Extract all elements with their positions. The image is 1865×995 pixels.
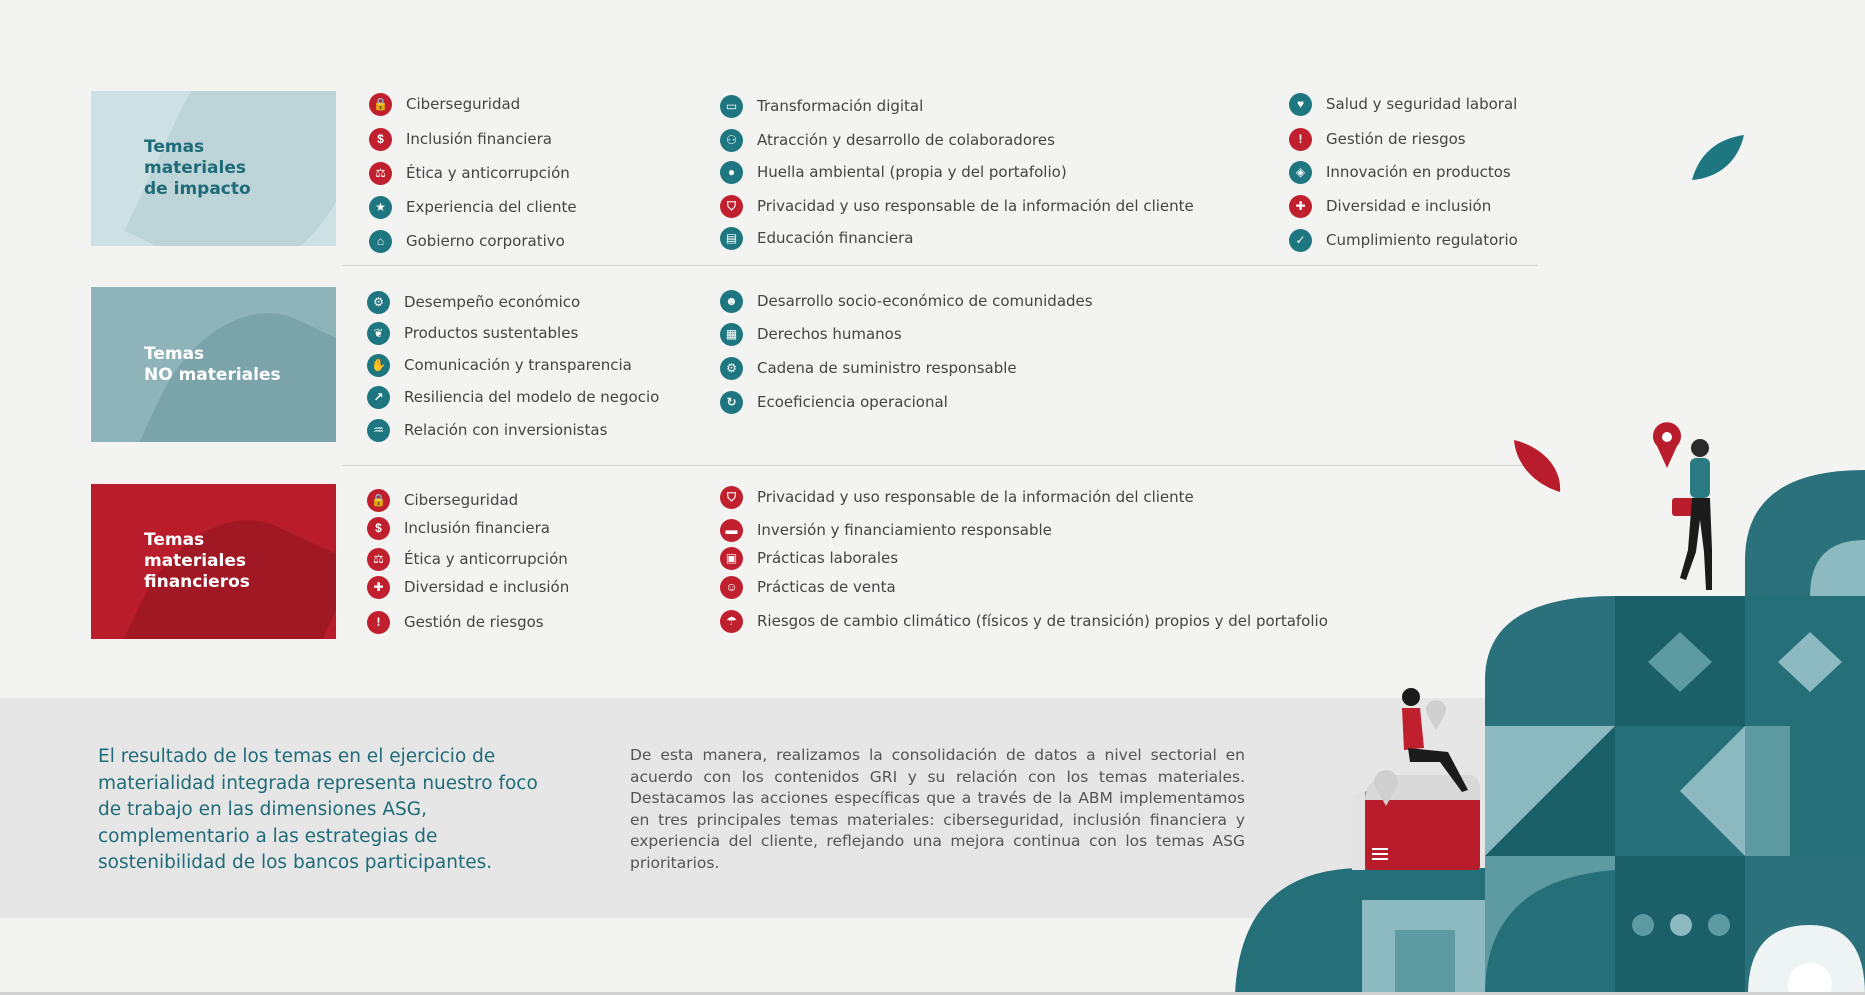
lock-icon: 🔒 bbox=[369, 93, 392, 116]
topic-label: Ética y anticorrupción bbox=[406, 164, 570, 182]
topic-label: Diversidad e inclusión bbox=[1326, 197, 1492, 215]
topic-label: Educación financiera bbox=[757, 229, 914, 247]
arrow-icon: ↗ bbox=[367, 386, 390, 409]
topic-label: Gestión de riesgos bbox=[404, 613, 544, 631]
topic-label: Derechos humanos bbox=[757, 325, 902, 343]
gear-dollar-icon: ⚙ bbox=[367, 291, 390, 314]
topic-label: Productos sustentables bbox=[404, 324, 579, 342]
topic-label: Atracción y desarrollo de colaboradores bbox=[757, 131, 1055, 149]
wallet-icon: ▬ bbox=[720, 519, 743, 542]
hand-icon: ✋ bbox=[367, 354, 390, 377]
topic-label: Ciberseguridad bbox=[404, 491, 519, 509]
summary-quote: El resultado de los temas en el ejercicio de materialidad integrada representa nuestro foco de trabajo en las dimensiones ASG, complementario a las estrategias de sostenibilidad de los bancos participantes. bbox=[98, 746, 538, 873]
topic-label: Salud y seguridad laboral bbox=[1326, 95, 1518, 113]
topic-label: Diversidad e inclusión bbox=[404, 578, 570, 596]
scales-icon: ⚖ bbox=[367, 548, 390, 571]
dollar-icon: $ bbox=[369, 128, 392, 151]
dollar-icon: $ bbox=[367, 517, 390, 540]
shield-icon: ⛉ bbox=[720, 195, 743, 218]
topic-label: Prácticas de venta bbox=[757, 578, 896, 596]
check-icon: ✓ bbox=[1289, 229, 1312, 252]
topic-label: Innovación en productos bbox=[1326, 163, 1511, 181]
topic-label: Gestión de riesgos bbox=[1326, 130, 1466, 148]
topic-label: Resiliencia del modelo de negocio bbox=[404, 388, 660, 406]
topic-label: Prácticas laborales bbox=[757, 549, 899, 567]
topic-label: Ciberseguridad bbox=[406, 95, 521, 113]
topic-label: Inclusión financiera bbox=[404, 519, 550, 537]
scales-icon: ⚖ bbox=[369, 162, 392, 185]
topic-label: Huella ambiental (propia y del portafolio) bbox=[757, 163, 1067, 181]
topic-label: Privacidad y uso responsable de la información del cliente bbox=[757, 197, 1194, 215]
gear-icon: ⚙ bbox=[720, 357, 743, 380]
topic-label: Relación con inversionistas bbox=[404, 421, 608, 439]
category-title: Temas materiales de impacto bbox=[144, 137, 251, 199]
sitting-person-icon bbox=[1352, 688, 1480, 870]
puzzle-icon: ✚ bbox=[1289, 195, 1312, 218]
topic-label: Cumplimiento regulatorio bbox=[1326, 231, 1518, 249]
star-icon: ★ bbox=[369, 196, 392, 219]
geometric-block bbox=[1235, 470, 1865, 995]
heart-icon: ♥ bbox=[1289, 93, 1312, 116]
topic-label: Cadena de suministro responsable bbox=[757, 359, 1017, 377]
topic-label: Gobierno corporativo bbox=[406, 232, 565, 250]
lock-icon: 🔒 bbox=[367, 489, 390, 512]
standing-person-icon bbox=[1653, 422, 1712, 590]
warning-icon: ! bbox=[367, 611, 390, 634]
warning-icon: ! bbox=[1289, 128, 1312, 151]
red-leaf-icon bbox=[1514, 440, 1560, 492]
people-icon: ⚇ bbox=[720, 129, 743, 152]
recycle-icon: ↻ bbox=[720, 391, 743, 414]
laptop-icon: ▭ bbox=[720, 95, 743, 118]
person-icon: ☻ bbox=[720, 290, 743, 313]
topic-label: Transformación digital bbox=[757, 97, 924, 115]
book-icon: ▤ bbox=[720, 227, 743, 250]
puzzle-icon: ✚ bbox=[367, 576, 390, 599]
topic-label: Desarrollo socio-económico de comunidades bbox=[757, 292, 1093, 310]
cube-icon: ◈ bbox=[1289, 161, 1312, 184]
category-title: Temas NO materiales bbox=[144, 343, 281, 385]
topic-label: Privacidad y uso responsable de la información del cliente bbox=[757, 488, 1194, 506]
topic-label: Riesgos de cambio climático (físicos y de transición) propios y del portafolio bbox=[757, 612, 1328, 630]
category-title: Temas materiales financieros bbox=[144, 530, 250, 592]
topic-label: Inclusión financiera bbox=[406, 130, 552, 148]
topic-label: Desempeño económico bbox=[404, 293, 581, 311]
teal-leaf-icon bbox=[1692, 135, 1744, 180]
building-icon: ⌂ bbox=[369, 230, 392, 253]
handshake-icon: ♒ bbox=[367, 419, 390, 442]
topic-label: Comunicación y transparencia bbox=[404, 356, 632, 374]
footprint-icon: ● bbox=[720, 161, 743, 184]
topic-label: Ecoeficiencia operacional bbox=[757, 393, 948, 411]
document-icon: ▦ bbox=[720, 323, 743, 346]
seller-icon: ☺ bbox=[720, 576, 743, 599]
briefcase-icon: ▣ bbox=[720, 547, 743, 570]
topic-label: Experiencia del cliente bbox=[406, 198, 577, 216]
leaf-icon: ❦ bbox=[367, 322, 390, 345]
shield-icon: ⛉ bbox=[720, 486, 743, 509]
climate-icon: ☂ bbox=[720, 610, 743, 633]
topic-label: Ética y anticorrupción bbox=[404, 550, 568, 568]
summary-paragraph: De esta manera, realizamos la consolidación de datos a nivel sectorial en acuerdo con los contenidos GRI y su relación con los temas materiales. Destacamos las acciones específicas que a través de la ABM implementamos en tres principales temas materiales: ciberseguridad, inclusión financiera y experiencia del cliente, reflejando una mejora continua con los temas ASG prioritarios. bbox=[630, 746, 1245, 872]
topic-label: Inversión y financiamiento responsable bbox=[757, 521, 1052, 539]
